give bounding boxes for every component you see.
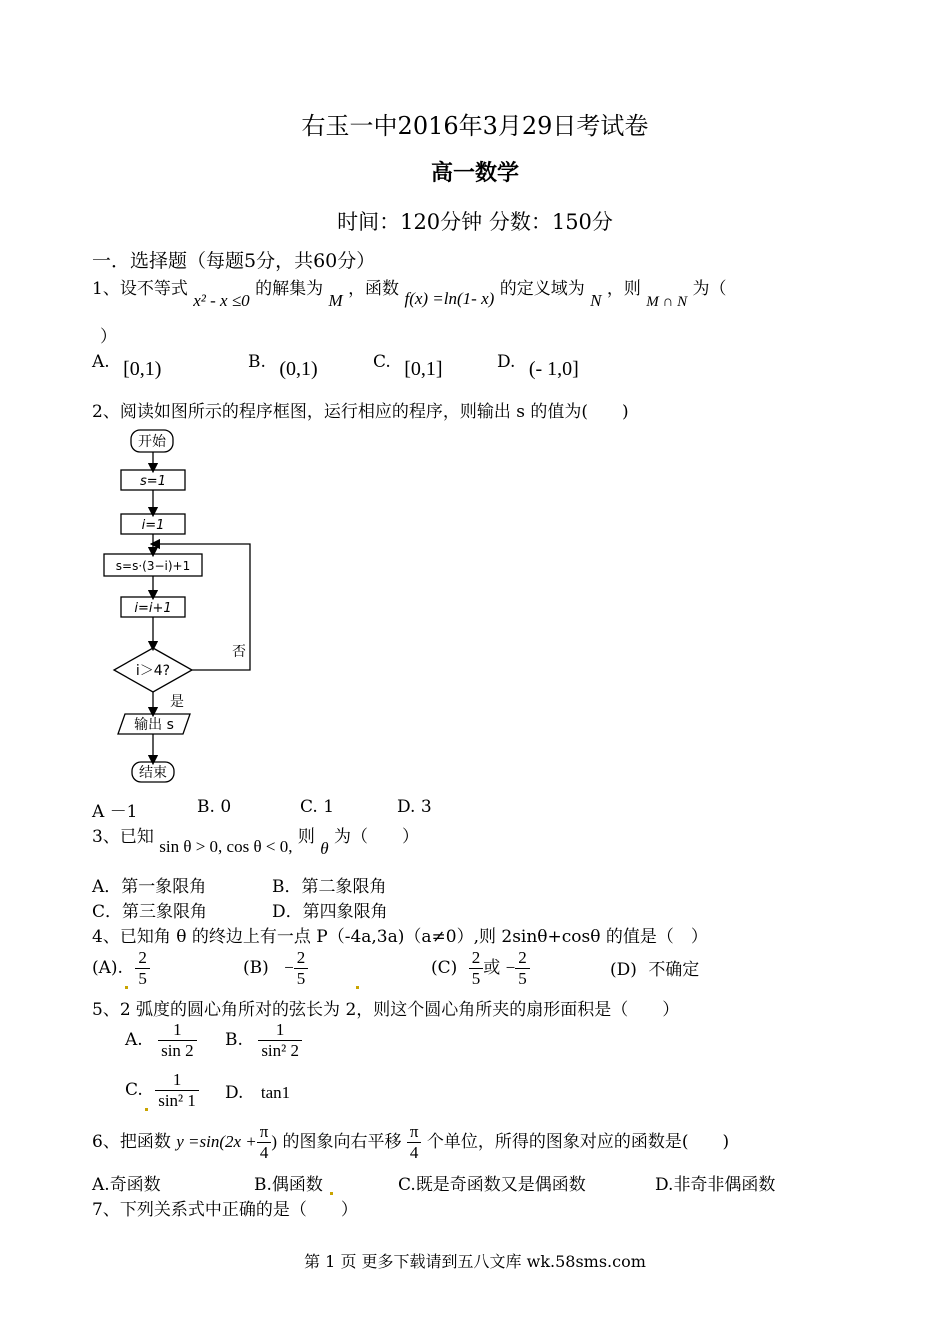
flow-output: 输出 s [134,717,174,733]
q4-option-b [243,948,361,989]
question-4: 4、已知角 θ 的终边上有一点 P（-4a,3a)（a≠0）,则 2sinθ+cosθ 的值是（ ） [92,927,708,947]
q1-option-a [92,350,162,380]
question-2: 2、阅读如图所示的程序框图，运行相应的程序，则输出 s 的值为( ) [92,402,629,422]
q6-pi-frac [257,1122,272,1163]
q5-option-b [225,1020,302,1061]
q1-option-c-value: [0,1] [404,358,443,380]
q5-option-d-value: tan1 [260,1083,291,1102]
q3-option-d [272,897,388,922]
q1-option-d-value: (- 1,0] [528,358,579,380]
q2-option-c [300,797,334,817]
q2-option-b-label: B. [197,797,215,817]
q1-text-3: ，函数 [348,279,400,299]
question-1 [92,274,727,310]
q1-inequality: x² - x ≤0 [193,291,250,310]
q5-option-c-label: C. [125,1080,143,1100]
q1-option-c-label: C. [373,352,391,372]
q1-intersection: M ∩ N [646,294,688,310]
q4-option-d-label: (D) [610,960,637,980]
exam-meta: 时间：120分钟 分数：150分 [337,210,613,234]
q1-option-a-label: A. [92,352,110,372]
frac-num: π [407,1122,422,1143]
flow-start: 开始 [138,434,166,450]
frac-num: 2 [515,948,530,969]
q1-text-4: 的定义域为 [499,279,585,299]
q3-option-d-value: 第四象限角 [302,902,388,922]
frac-den: 4 [409,1143,419,1162]
q3-option-b-label: B． [272,877,302,897]
q6-option-d-label: D. [655,1175,674,1195]
q6-option-a-label: A. [92,1175,110,1195]
q4-option-b-label: (B) [243,958,269,978]
q2-option-d-label: D. [397,797,416,817]
q1-option-b-value: (0,1) [279,358,318,380]
q3-option-a [92,872,206,897]
q6-option-c [398,1170,586,1195]
page-footer: 第 1 页 更多下载请到五八文库 wk.58sms.com [304,1252,646,1271]
q6-option-b-label: B. [254,1175,272,1195]
q6-option-a-value: 奇函数 [109,1175,161,1195]
q1-option-a-value: [0,1) [123,358,162,380]
q3-option-a-value: 第一象限角 [121,877,207,897]
frac-num: π [257,1122,272,1143]
q2-option-a [92,797,138,822]
flow-no: 否 [232,644,246,660]
q3-option-b-value: 第二象限角 [301,877,387,897]
frac-den: 5 [471,969,481,988]
q5-option-a [125,1020,197,1061]
flowchart [95,422,275,792]
flow-s1: s=1 [140,474,166,489]
frac-num: 2 [469,948,484,969]
frac-num: 2 [135,948,150,969]
q3-option-b [272,872,387,897]
q4-option-a-label: (A). [92,958,123,978]
frac-num: 1 [155,1070,199,1091]
frac-den: 5 [518,969,527,988]
frac-den: 4 [259,1143,269,1162]
q3-option-d-label: D． [272,902,303,922]
q4-option-d-value: 不确定 [648,960,700,980]
q2-option-c-value: 1 [323,797,335,817]
q2-option-a-value: －1 [109,802,138,822]
q6-function-close: ) [271,1132,278,1151]
q1-option-b-label: B. [248,352,266,372]
q4-option-c-label: (C) [431,958,458,978]
frac-num: 2 [294,948,309,969]
q3-theta: θ [320,839,329,858]
mark-dot [145,1108,148,1111]
q2-option-b-value: 0 [220,797,232,817]
frac-num: 1 [158,1020,197,1041]
q1-text-1: 1、设不等式 [92,279,188,299]
q5-option-d [225,1083,290,1103]
flow-end: 结束 [139,765,167,781]
question-5: 5、2 弧度的圆心角所对的弦长为 2，则这个圆心角所夹的扇形面积是（ ） [92,1000,680,1020]
q6-option-a [92,1170,161,1195]
q6-option-b [254,1170,335,1195]
q1-option-c [373,350,443,380]
question-6 [92,1122,729,1163]
frac-num: 1 [258,1020,302,1041]
q3-text-2: 则 [297,827,315,847]
q3-option-c [92,897,207,922]
q6-function: y =sin(2x + [176,1132,257,1151]
q1-text-6: 为（ [692,279,727,299]
q5-option-a-label: A. [125,1030,143,1050]
q4-option-c [431,948,530,989]
q6-option-b-value: 偶函数 [271,1175,323,1195]
q6-text-2: 的图象向右平移 [282,1132,402,1152]
subject-title: 高一数学 [430,160,519,186]
q1-set-n: N [590,291,602,310]
question-3 [92,822,420,858]
frac-den: sin² 1 [158,1091,196,1110]
q6-shift-frac [407,1122,422,1163]
q3-option-c-value: 第三象限角 [122,902,208,922]
minus-sign: − [284,958,294,977]
q1-function: f(x) =ln(1- x) [404,289,495,308]
frac-den: sin 2 [161,1041,194,1060]
q2-option-b [197,797,231,817]
q5-option-c-frac [155,1070,199,1111]
q1-option-d [497,350,579,380]
q5-option-c [125,1070,199,1111]
flow-loop: s=s·(3−i)+1 [115,559,191,573]
q6-text-1: 6、把函数 [92,1132,171,1152]
q5-option-b-frac [258,1020,302,1061]
q5-option-a-frac [158,1020,197,1061]
q3-text-3: 为（ ） [334,827,420,847]
section-heading: 一．选择题（每题5分，共60分） [92,250,376,272]
q4-option-a-frac [135,948,150,989]
q4-option-c-frac1 [469,948,484,989]
q6-option-d-value: 非奇非偶函数 [673,1175,776,1195]
q5-option-d-label: D. [225,1083,244,1103]
flow-i1: i=1 [141,518,165,533]
q4-option-c-frac2 [515,948,530,989]
q6-option-c-label: C. [398,1175,416,1195]
q1-option-b [248,350,318,380]
frac-den: 5 [296,969,306,988]
q5-option-b-label: B. [225,1030,243,1050]
q2-option-d [397,797,432,817]
q1-set-m: M [328,291,343,310]
q4-option-b-frac [294,948,309,989]
flow-cond: i＞4? [135,663,171,679]
frac-den: 5 [138,969,147,988]
minus-sign: − [505,958,516,977]
q1-text-2: 的解集为 [255,279,324,299]
q6-option-d [655,1170,775,1195]
q1-text-5: ，则 [606,279,641,299]
q3-condition: sin θ > 0, cos θ < 0, [159,837,293,856]
q6-option-c-value: 既是奇函数又是偶函数 [415,1175,586,1195]
q2-option-d-value: 3 [420,797,432,817]
q4-option-d [610,955,699,980]
frac-den: sin² 2 [261,1041,299,1060]
q2-option-a-label: A [92,802,105,822]
q4-option-a [92,948,150,989]
q6-text-3: 个单位，所得的图象对应的函数是( ) [426,1132,730,1152]
question-7: 7、下列关系式中正确的是（ ） [92,1200,358,1220]
exam-title: 右玉一中2016年3月29日考试卷 [301,112,649,140]
flow-yes: 是 [170,694,184,710]
q4-or: 或 [483,958,501,978]
mark-dot [356,986,359,989]
q3-option-c-label: C． [92,902,123,922]
q1-close: ） [100,327,117,347]
flow-inc: i=i+1 [134,601,172,616]
q3-option-a-label: A． [92,877,122,897]
mark-dot [125,986,128,989]
q2-option-c-label: C. [300,797,318,817]
q3-text-1: 3、已知 [92,827,154,847]
q1-option-d-label: D. [497,352,516,372]
